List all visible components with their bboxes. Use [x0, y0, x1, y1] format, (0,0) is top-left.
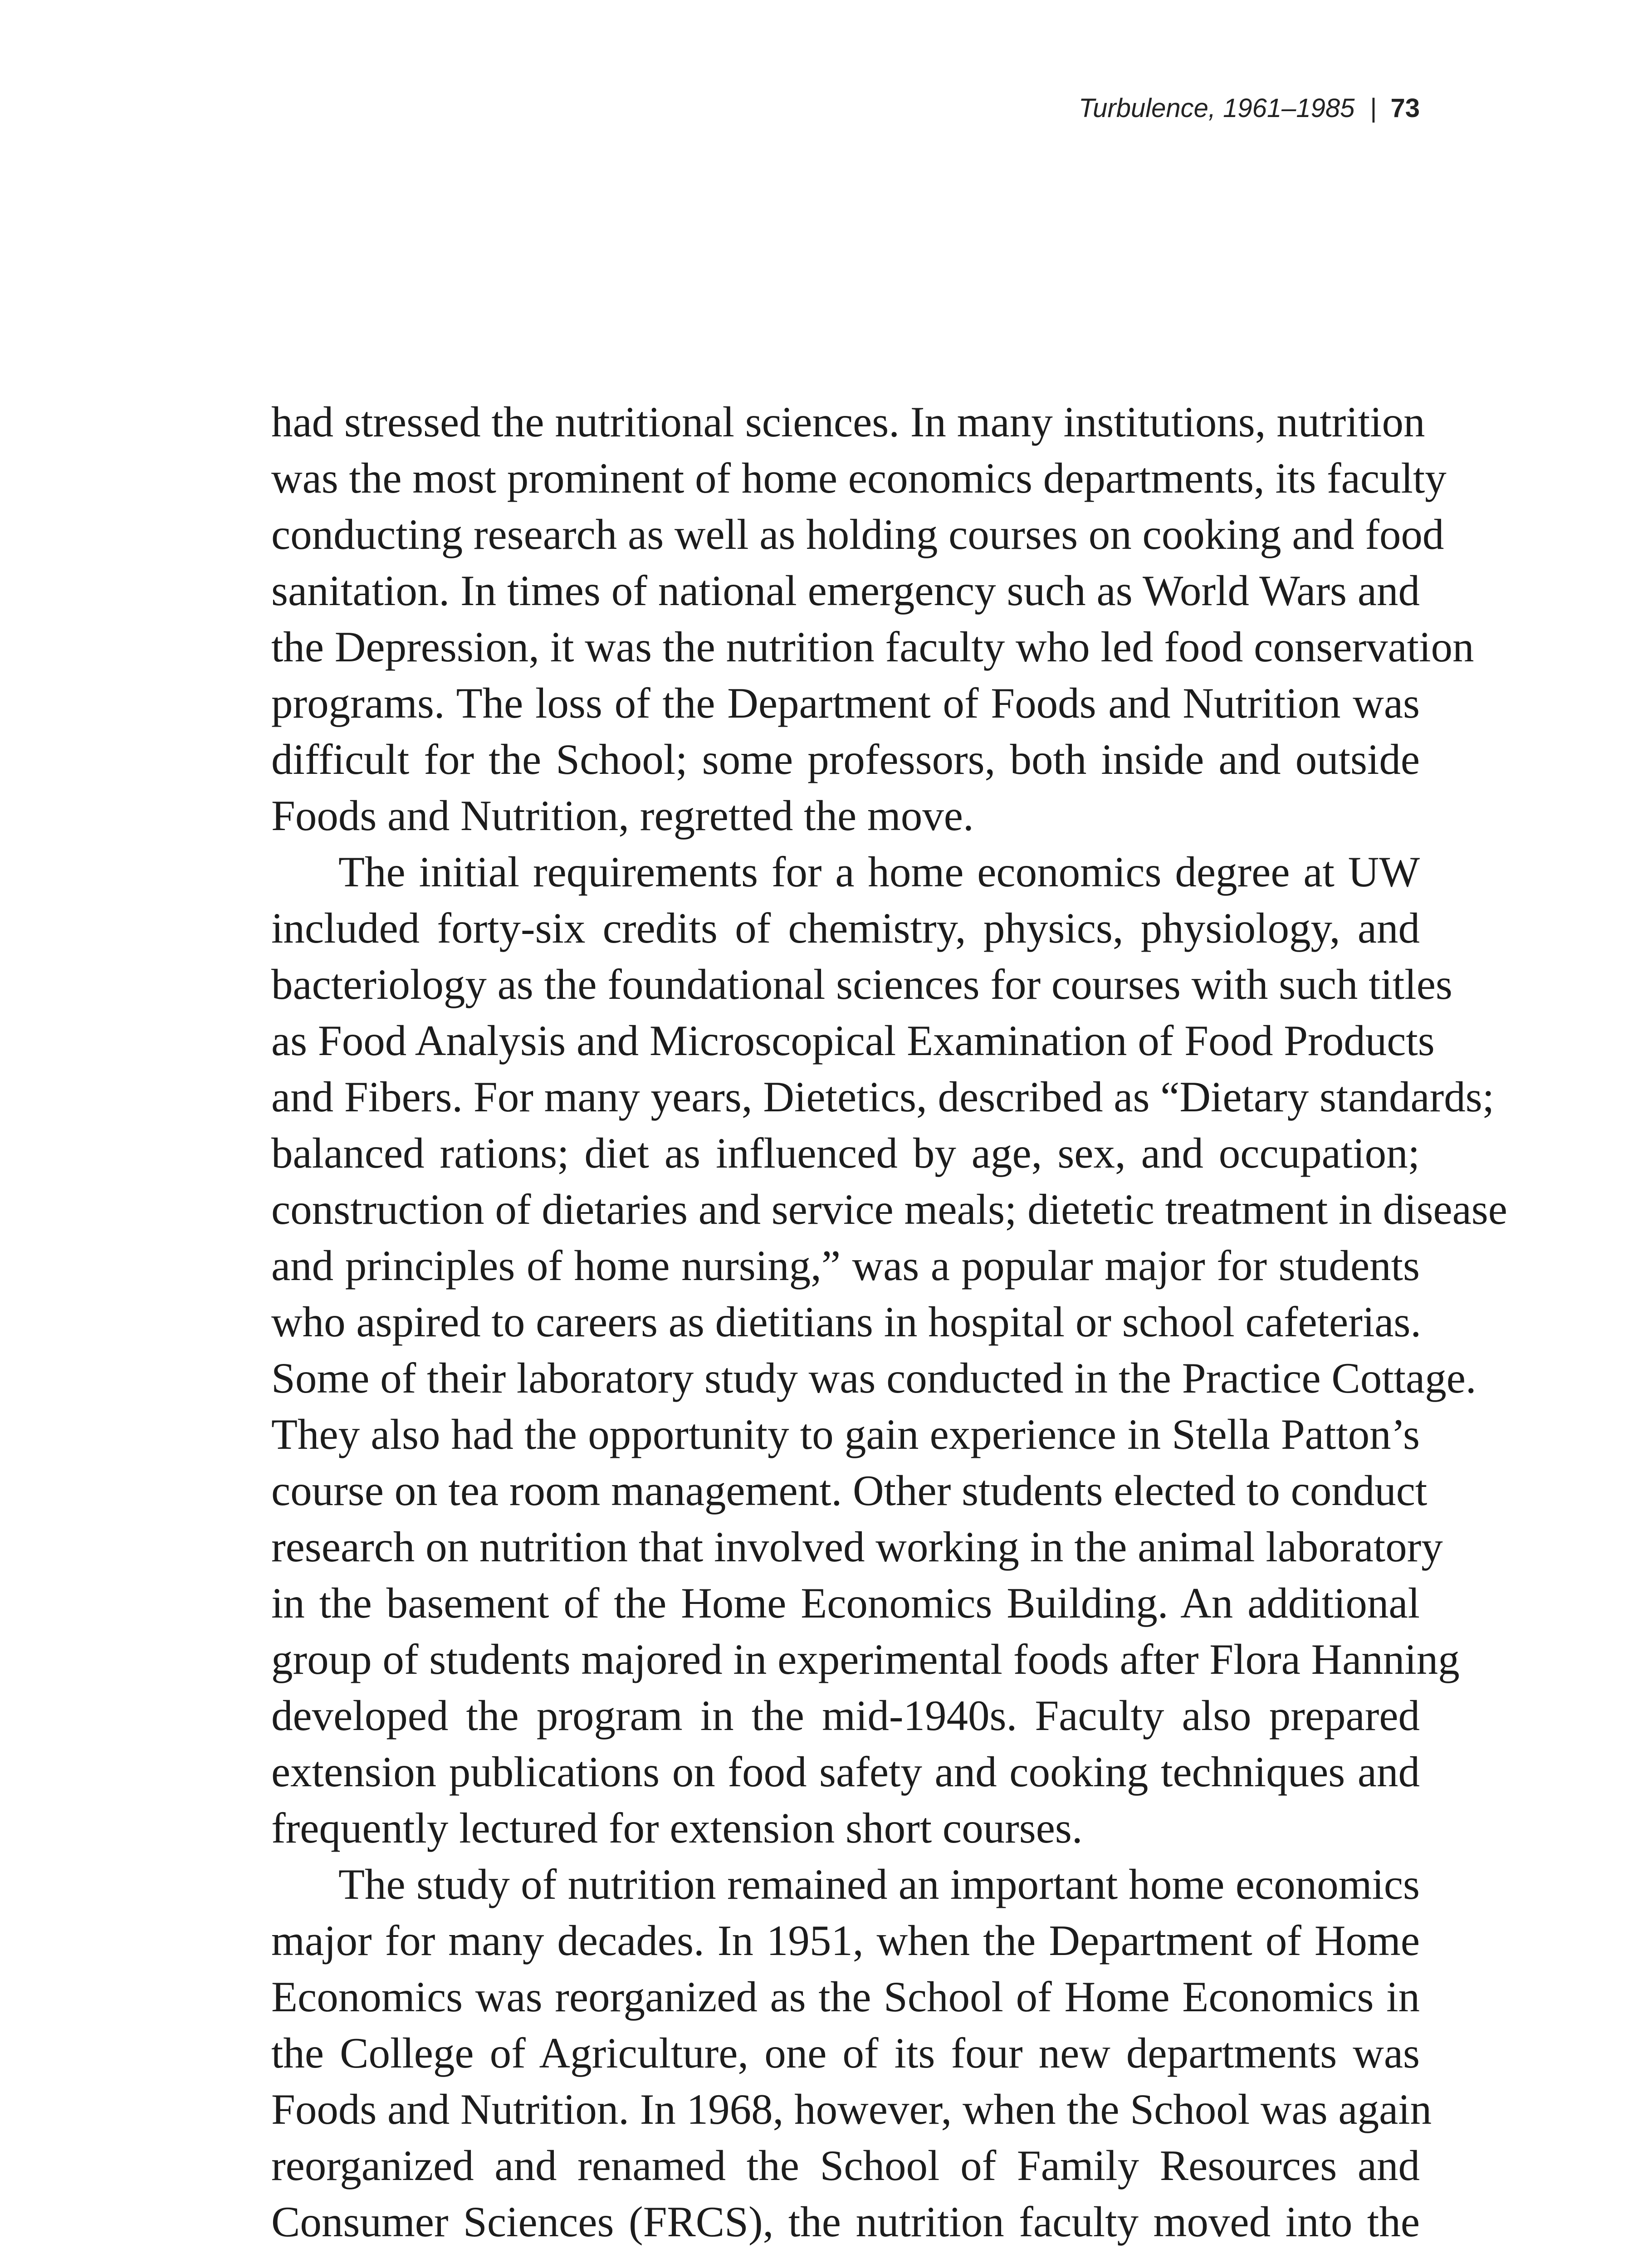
text-line: the College of Agriculture, one of its four new departments was [271, 2029, 1420, 2077]
text-line: programs. The loss of the Department of Foods and Nutrition was [271, 679, 1420, 727]
text-line: was the most prominent of home economics departments, its faculty [271, 454, 1447, 502]
page-number: 73 [1390, 93, 1420, 123]
text-line: Economics was reorganized as the School of Home Economics in [271, 1973, 1420, 2021]
text-line: Consumer Sciences (FRCS), the nutrition faculty moved into the [271, 2198, 1420, 2246]
text-line: as Food Analysis and Microscopical Examination of Food Products [271, 1017, 1435, 1065]
paragraph-1 [271, 394, 1474, 844]
text-line: Foods and Nutrition, regretted the move. [271, 792, 974, 840]
text-line: developed the program in the mid-1940s. Faculty also prepared [271, 1691, 1420, 1740]
text-line: group of students majored in experimental foods after Flora Hanning [271, 1635, 1460, 1683]
text-line: The study of nutrition remained an important home economics [338, 1860, 1420, 1908]
text-line: sanitation. In times of national emergency such as World Wars and [271, 567, 1420, 615]
text-line: They also had the opportunity to gain experience in Stella Patton’s [271, 1410, 1420, 1458]
text-line: difficult for the School; some professors, both inside and outside [271, 735, 1420, 783]
text-line: balanced rations; diet as influenced by age, sex, and occupation; [271, 1129, 1420, 1177]
text-line: and Fibers. For many years, Dietetics, described as “Dietary standards; [271, 1073, 1495, 1121]
text-line: The initial requirements for a home economics degree at UW [338, 848, 1420, 896]
text-line: the Depression, it was the nutrition faculty who led food conservation [271, 623, 1474, 671]
body-text [271, 394, 1507, 2250]
text-line: Some of their laboratory study was conducted in the Practice Cottage. [271, 1354, 1477, 1402]
text-line: frequently lectured for extension short courses. [271, 1804, 1083, 1852]
paragraph-2 [271, 844, 1507, 1856]
text-line: and principles of home nursing,” was a popular major for students [271, 1242, 1420, 1290]
text-line: extension publications on food safety and cooking techniques and [271, 1748, 1420, 1796]
text-line: reorganized and renamed the School of Family Resources and [271, 2141, 1420, 2190]
paragraph-3 [271, 1856, 1432, 2250]
text-line: in the basement of the Home Economics Building. An additional [271, 1579, 1420, 1627]
text-line: construction of dietaries and service meals; dietetic treatment in disease [271, 1185, 1507, 1233]
text-line: bacteriology as the foundational sciences for courses with such titles [271, 960, 1452, 1008]
text-line: course on tea room management. Other students elected to conduct [271, 1466, 1428, 1515]
text-line: included forty-six credits of chemistry, physics, physiology, and [271, 904, 1420, 952]
text-line: Foods and Nutrition. In 1968, however, when the School was again [271, 2085, 1432, 2133]
running-head [1079, 95, 1420, 122]
text-line: who aspired to careers as dietitians in hospital or school cafeterias. [271, 1298, 1422, 1346]
text-line: had stressed the nutritional sciences. In many institutions, nutrition [271, 398, 1425, 446]
text-line: major for many decades. In 1951, when the Department of Home [271, 1916, 1420, 1965]
text-line: research on nutrition that involved working in the animal laboratory [271, 1523, 1443, 1571]
running-head-title: Turbulence, 1961–1985 [1079, 93, 1355, 123]
running-head-separator: | [1370, 93, 1377, 123]
text-line: conducting research as well as holding courses on cooking and food [271, 510, 1444, 558]
